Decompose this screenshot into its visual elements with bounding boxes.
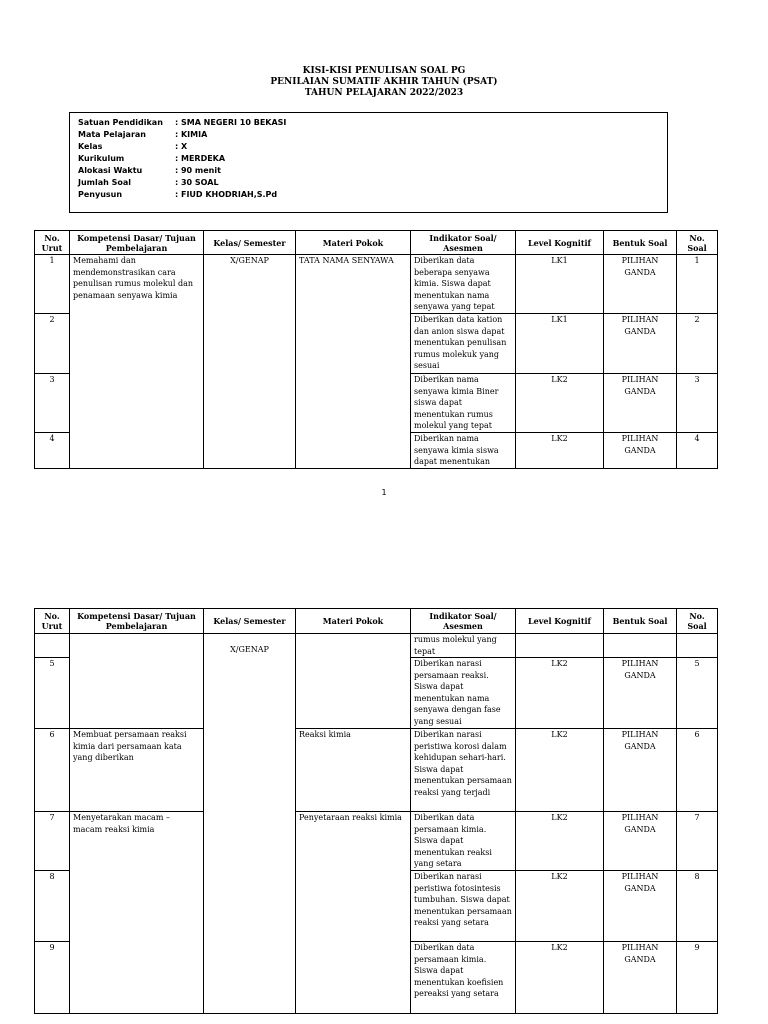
header-kompetensi: Kompetensi Dasar/ Tujuan Pembelajaran: [70, 231, 204, 255]
header-level: Level Kognitif: [516, 609, 604, 634]
table-row: [35, 255, 718, 314]
identity-box: [69, 112, 668, 213]
page-number: 1: [381, 488, 387, 497]
header-bentuk: Bentuk Soal: [604, 609, 677, 634]
cell-no-urut: 9: [35, 942, 70, 1014]
cell-no-soal: [677, 634, 718, 658]
info-value: : MERDEKA: [175, 154, 226, 163]
cell-kelas: X/GENAP: [204, 255, 296, 469]
cell-kompetensi: [70, 634, 204, 729]
header-no-soal: No. Soal: [677, 609, 718, 634]
header-kompetensi: Kompetensi Dasar/ Tujuan Pembelajaran: [70, 609, 204, 634]
cell-no-urut: [35, 634, 70, 658]
cell-bentuk: PILIHAN GANDA: [604, 255, 677, 314]
cell-no-urut: 3: [35, 374, 70, 433]
cell-no-soal: 2: [677, 314, 718, 374]
cell-indikator: Diberikan data kation dan anion siswa dapat menentukan penulisan rumus molekuk yang sesuai: [411, 314, 516, 374]
cell-no-urut: 1: [35, 255, 70, 314]
cell-indikator: Diberikan data persamaan kimia. Siswa dapat menentukan reaksi yang setara: [411, 812, 516, 871]
info-label: Alokasi Waktu: [78, 166, 143, 175]
cell-indikator: Diberikan narasi peristiwa korosi dalam kehidupan sehari-hari. Siswa dapat menentukan persamaan reaksi yang terjadi: [411, 729, 516, 812]
cell-level: [516, 634, 604, 658]
cell-bentuk: PILIHAN GANDA: [604, 871, 677, 942]
cell-bentuk: PILIHAN GANDA: [604, 812, 677, 871]
document-title: [0, 66, 768, 99]
cell-bentuk: PILIHAN GANDA: [604, 729, 677, 812]
info-value: : 30 SOAL: [175, 178, 219, 187]
cell-no-urut: 4: [35, 433, 70, 469]
cell-bentuk: PILIHAN GANDA: [604, 658, 677, 729]
header-indikator: Indikator Soal/ Asesmen: [411, 609, 516, 634]
cell-no-soal: 9: [677, 942, 718, 1014]
header-kelas: Kelas/ Semester: [204, 231, 296, 255]
cell-level: LK1: [516, 314, 604, 374]
header-no-soal: No. Soal: [677, 231, 718, 255]
header-materi: Materi Pokok: [296, 231, 411, 255]
cell-level: LK2: [516, 729, 604, 812]
kisi-table-page-1: [34, 230, 718, 469]
info-value: : KIMIA: [175, 130, 208, 139]
info-value: : 90 menit: [175, 166, 221, 175]
title-line-2: PENILAIAN SUMATIF AKHIR TAHUN (PSAT): [270, 77, 498, 87]
table-header-row: [35, 609, 718, 634]
title-line-3: TAHUN PELAJARAN 2022/2023: [304, 88, 464, 98]
cell-bentuk: PILIHAN GANDA: [604, 374, 677, 433]
header-indikator: Indikator Soal/ Asesmen: [411, 231, 516, 255]
kisi-table-page-2: [34, 608, 718, 1014]
cell-indikator: Diberikan narasi peristiwa fotosintesis tumbuhan. Siswa dapat menentukan persamaan reaksi yang setara: [411, 871, 516, 942]
cell-kelas: X/GENAP: [204, 634, 296, 1014]
info-label: Mata Pelajaran: [78, 130, 146, 139]
cell-level: LK2: [516, 812, 604, 871]
cell-no-soal: 1: [677, 255, 718, 314]
info-row: [78, 165, 221, 177]
cell-indikator: Diberikan data persamaan kimia. Siswa dapat menentukan koefisien pereaksi yang setara: [411, 942, 516, 1014]
cell-kompetensi: Menyetarakan macam – macam reaksi kimia: [70, 812, 204, 1014]
cell-no-soal: 4: [677, 433, 718, 469]
cell-bentuk: PILIHAN GANDA: [604, 314, 677, 374]
header-no-urut: No. Urut: [35, 231, 70, 255]
title-line-1: KISI-KISI PENULISAN SOAL PG: [302, 66, 466, 76]
cell-no-soal: 7: [677, 812, 718, 871]
cell-no-soal: 5: [677, 658, 718, 729]
header-level: Level Kognitif: [516, 231, 604, 255]
header-materi: Materi Pokok: [296, 609, 411, 634]
table-row-continuation: [35, 634, 718, 658]
info-row: [78, 177, 219, 189]
cell-no-urut: 2: [35, 314, 70, 374]
header-kelas: Kelas/ Semester: [204, 609, 296, 634]
info-row: [78, 117, 286, 129]
cell-no-soal: 6: [677, 729, 718, 812]
table-row: [35, 812, 718, 871]
cell-level: LK2: [516, 658, 604, 729]
cell-no-soal: 3: [677, 374, 718, 433]
info-value: : X: [175, 142, 188, 151]
header-no-urut: No. Urut: [35, 609, 70, 634]
info-label: Penyusun: [78, 190, 123, 199]
cell-indikator: Diberikan narasi persamaan reaksi. Siswa dapat menentukan nama senyawa dengan fase yang sesuai: [411, 658, 516, 729]
cell-no-soal: 8: [677, 871, 718, 942]
cell-level: LK2: [516, 942, 604, 1014]
info-label: Kurikulum: [78, 154, 125, 163]
info-label: Satuan Pendidikan: [78, 118, 163, 127]
cell-no-urut: 7: [35, 812, 70, 871]
cell-bentuk: PILIHAN GANDA: [604, 942, 677, 1014]
cell-no-urut: 8: [35, 871, 70, 942]
info-row: [78, 129, 207, 141]
table-header-row: [35, 231, 718, 255]
cell-level: LK1: [516, 255, 604, 314]
cell-no-urut: 5: [35, 658, 70, 729]
cell-no-urut: 6: [35, 729, 70, 812]
cell-materi: TATA NAMA SENYAWA: [296, 255, 411, 469]
cell-materi: Penyetaraan reaksi kimia: [296, 812, 411, 1014]
cell-indikator: Diberikan data beberapa senyawa kimia. Siswa dapat menentukan nama senyawa yang tepat: [411, 255, 516, 314]
cell-indikator: Diberikan nama senyawa kimia Biner siswa dapat menentukan rumus molekul yang tepat: [411, 374, 516, 433]
cell-materi: Reaksi kimia: [296, 729, 411, 812]
cell-indikator: Diberikan nama senyawa kimia siswa dapat menentukan: [411, 433, 516, 469]
cell-indikator: rumus molekul yang tepat: [411, 634, 516, 658]
info-row: [78, 153, 225, 165]
info-row: [78, 141, 187, 153]
info-label: Kelas: [78, 142, 103, 151]
info-value: : SMA NEGERI 10 BEKASI: [175, 118, 287, 127]
cell-bentuk: PILIHAN GANDA: [604, 433, 677, 469]
cell-kompetensi: Memahami dan mendemonstrasikan cara penulisan rumus molekul dan penamaan senyawa kimia: [70, 255, 204, 469]
header-bentuk: Bentuk Soal: [604, 231, 677, 255]
info-row: [78, 189, 277, 201]
cell-level: LK2: [516, 374, 604, 433]
table-row: [35, 729, 718, 812]
cell-bentuk: [604, 634, 677, 658]
cell-materi: [296, 634, 411, 729]
cell-level: LK2: [516, 871, 604, 942]
cell-level: LK2: [516, 433, 604, 469]
info-label: Jumlah Soal: [78, 178, 132, 187]
info-value: : FIUD KHODRIAH,S.Pd: [175, 190, 278, 199]
cell-kompetensi: Membuat persamaan reaksi kimia dari persamaan kata yang diberikan: [70, 729, 204, 812]
